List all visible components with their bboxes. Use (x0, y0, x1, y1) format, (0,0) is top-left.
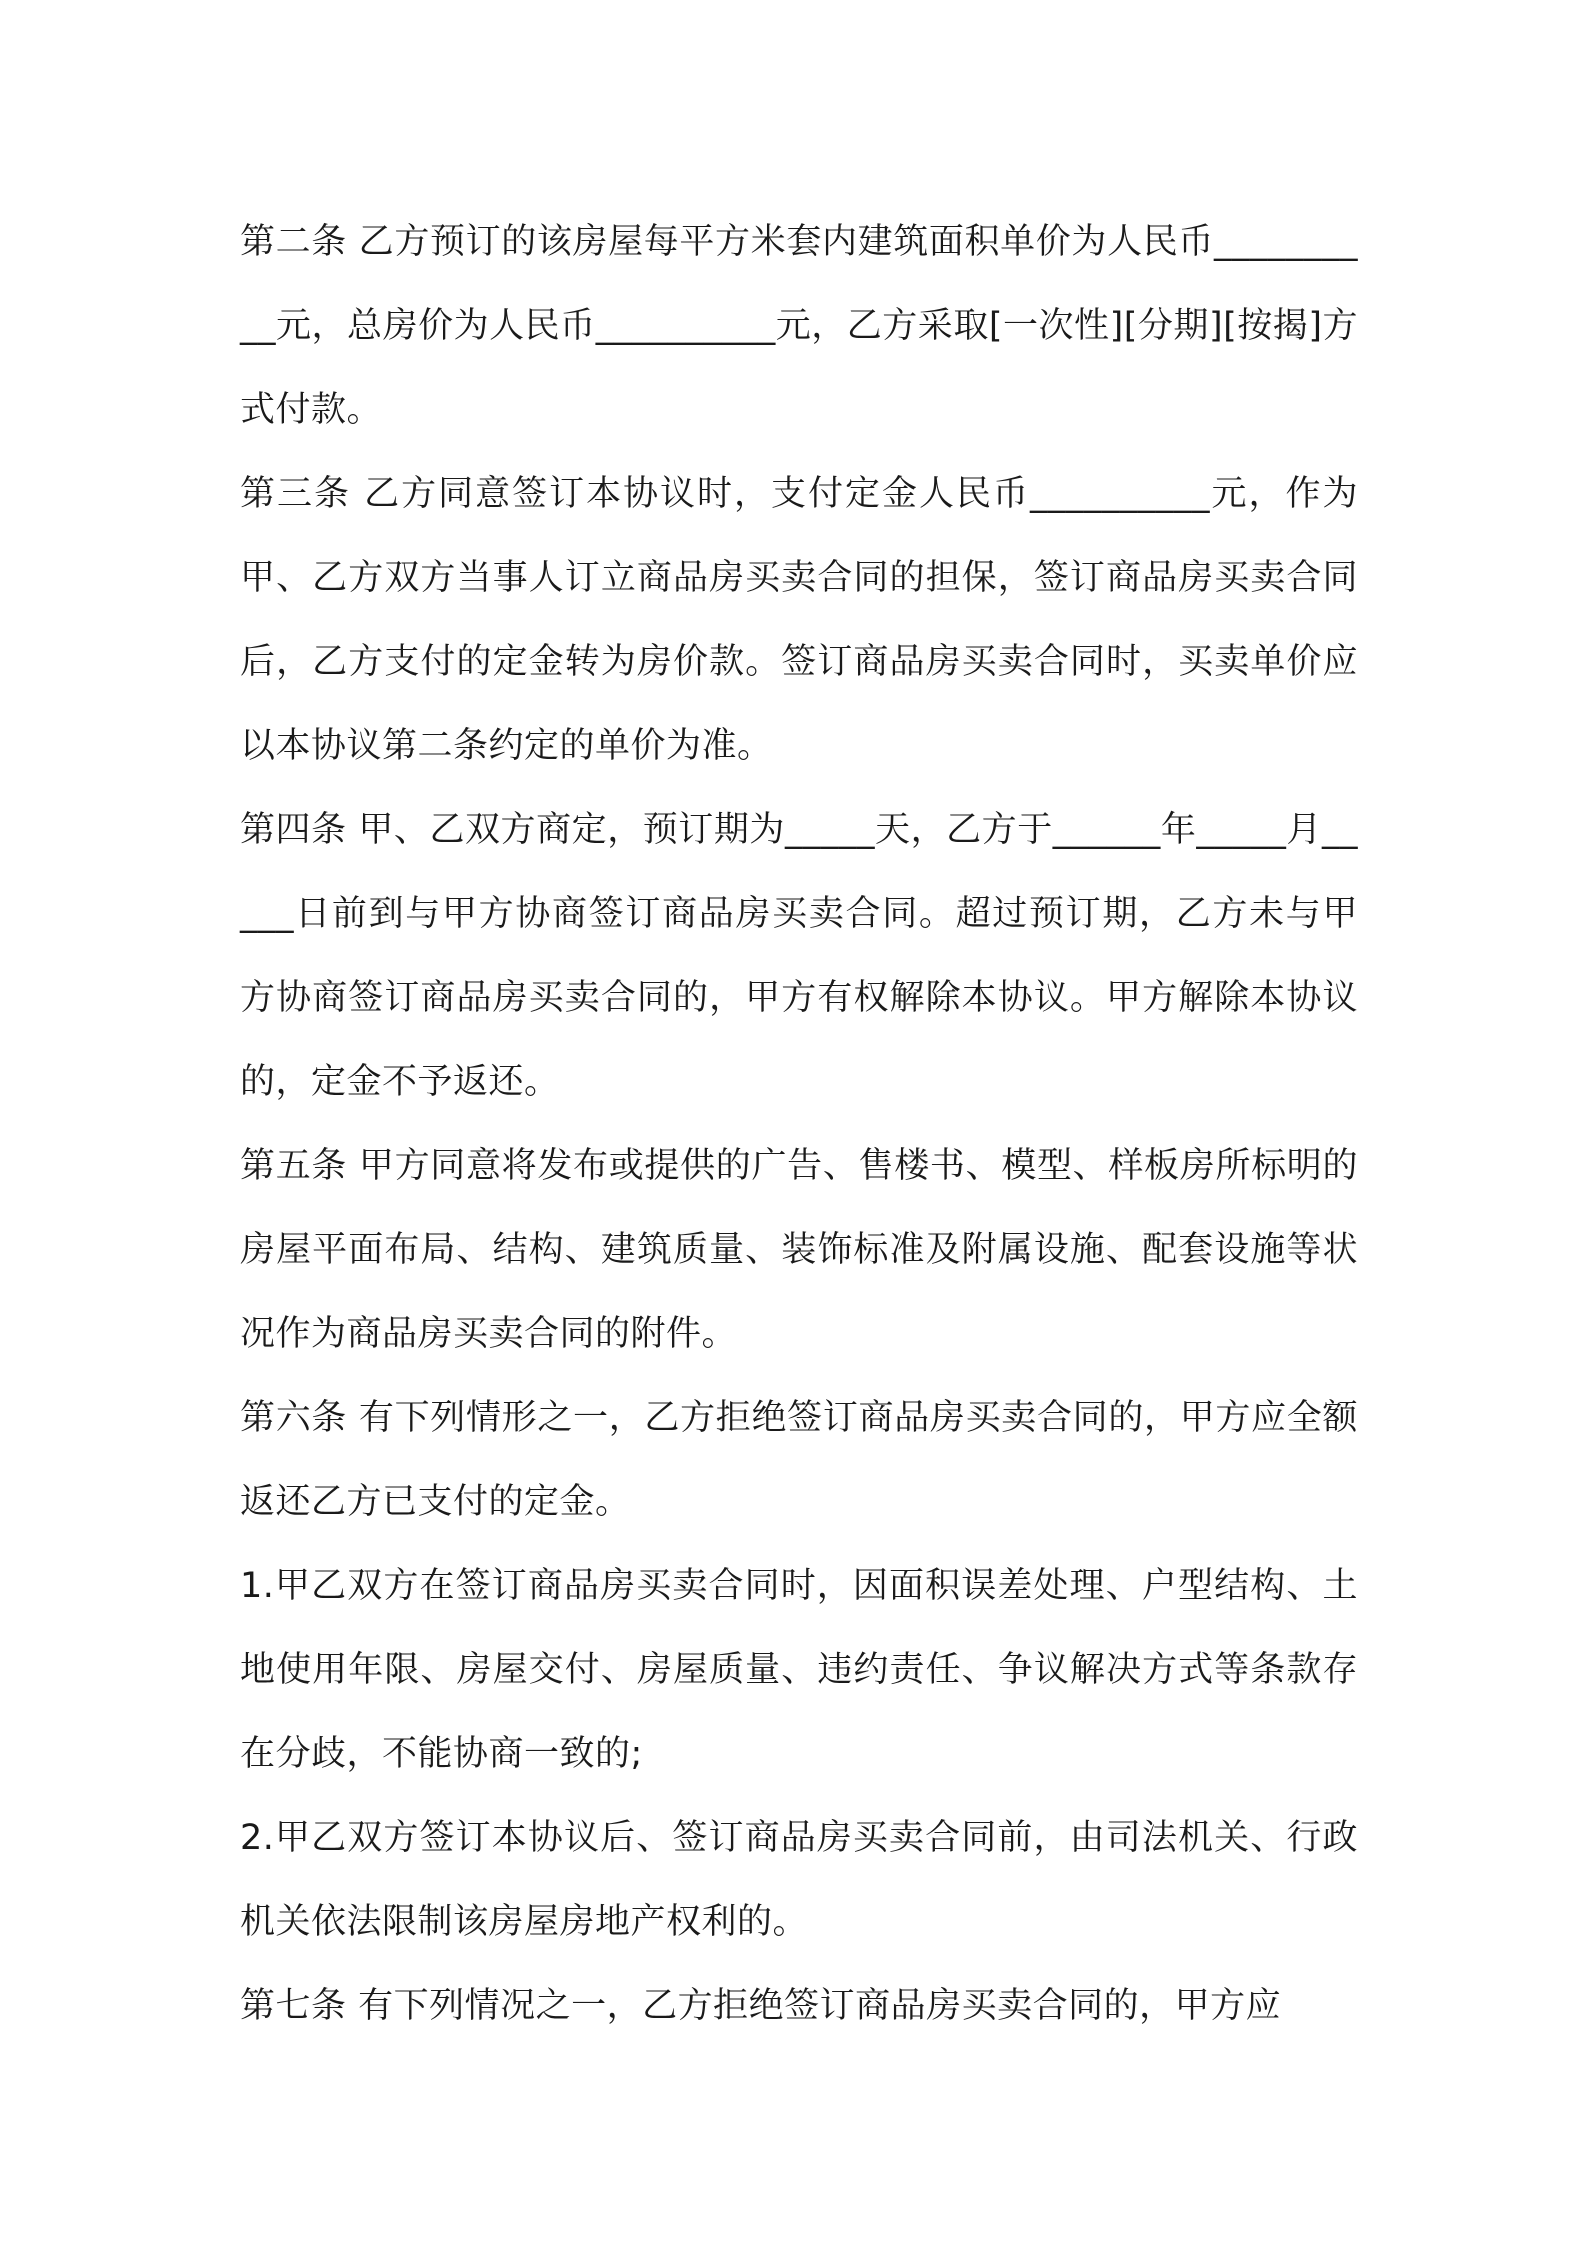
article-7-paragraph: 第七条 有下列情况之一，乙方拒绝签订商品房买卖合同的，甲方应 (240, 1986, 1282, 2026)
article-2-paragraph: 第二条 乙方预订的该房屋每平方米套内建筑面积单价为人民币__________元，总房价为人民币__________元，乙方采取[一次性][分期][按揭]方式付款。 (240, 222, 1358, 430)
article-6-paragraph: 第六条 有下列情形之一，乙方拒绝签订商品房买卖合同的，甲方应全额返还乙方已支付的定金。 (240, 1398, 1358, 1522)
document-body (240, 200, 1358, 2048)
article-5-paragraph: 第五条 甲方同意将发布或提供的广告、售楼书、模型、样板房所标明的房屋平面布局、结构、建筑质量、装饰标准及附属设施、配套设施等状况作为商品房买卖合同的附件。 (240, 1146, 1358, 1354)
article-6-item-1: 1.甲乙双方在签订商品房买卖合同时，因面积误差处理、户型结构、土地使用年限、房屋交付、房屋质量、违约责任、争议解决方式等条款存在分歧，不能协商一致的; (240, 1566, 1358, 1774)
article-3-paragraph: 第三条 乙方同意签订本协议时，支付定金人民币__________元，作为甲、乙方双方当事人订立商品房买卖合同的担保，签订商品房买卖合同后，乙方支付的定金转为房价款。签订商品房买卖合同时，买卖单价应以本协议第二条约定的单价为准。 (240, 474, 1358, 766)
article-6-item-2: 2.甲乙双方签订本协议后、签订商品房买卖合同前，由司法机关、行政机关依法限制该房屋房地产权利的。 (240, 1818, 1358, 1942)
article-4-paragraph: 第四条 甲、乙双方商定，预订期为_____天，乙方于______年_____月_____日前到与甲方协商签订商品房买卖合同。超过预订期，乙方未与甲方协商签订商品房买卖合同的，甲方有权解除本协议。甲方解除本协议的，定金不予返还。 (240, 810, 1358, 1102)
